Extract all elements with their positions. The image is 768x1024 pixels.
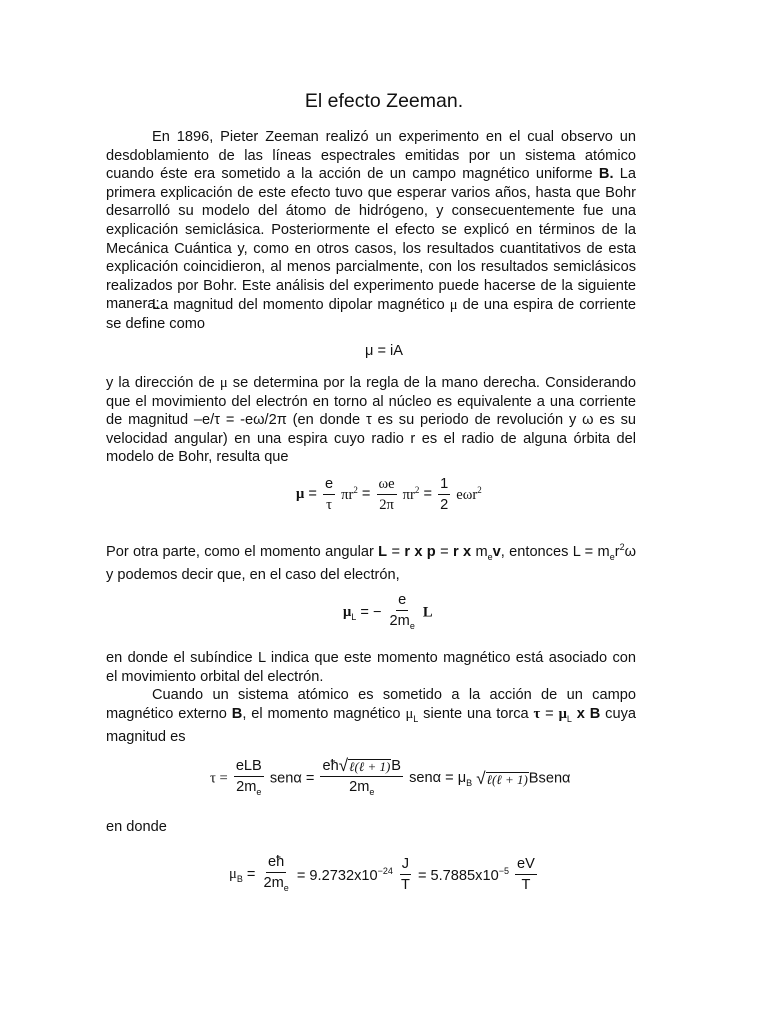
- subscript: e: [369, 787, 375, 798]
- mu-bold-symbol: μ: [296, 486, 305, 503]
- equation-mu-l: [343, 592, 433, 634]
- exponent: 2: [353, 485, 358, 496]
- denominator: [262, 873, 291, 896]
- exponent: −5: [498, 865, 509, 876]
- pi-r: πr: [402, 487, 415, 504]
- bold-v: v: [492, 543, 501, 560]
- numerator: ωe: [377, 476, 397, 495]
- bold-b-field: B.: [598, 166, 614, 183]
- tau-symbol: τ: [533, 705, 541, 722]
- subscript: L: [566, 713, 572, 724]
- equals-minus: = −: [360, 604, 382, 621]
- text-run: cuya magnitud es: [106, 705, 637, 746]
- subscript: L: [351, 611, 357, 622]
- numerator: 1: [438, 476, 450, 495]
- numerator: J: [400, 856, 411, 875]
- bold-r-x: r x: [452, 543, 472, 560]
- numerator: e: [396, 592, 408, 611]
- equals-sign: =: [423, 486, 432, 503]
- e-omega-r: eωr: [456, 487, 478, 504]
- subscript: e: [487, 551, 493, 562]
- exponent: 2: [414, 485, 420, 496]
- fraction-j-over-t: [399, 856, 412, 893]
- mu-b-symbol: [229, 866, 243, 882]
- text-run: , el momento magnético: [242, 705, 406, 722]
- bold-x-b: x B: [571, 705, 601, 722]
- radical-sign: √: [476, 769, 486, 789]
- text-run: La magnitud del momento dipolar magnético: [152, 297, 450, 313]
- bold-l: L: [378, 543, 388, 560]
- text-run: de una espira de corriente se define como: [106, 297, 636, 332]
- text-run: siente una torca: [418, 705, 534, 722]
- fraction-we-over-2pi: [377, 476, 397, 513]
- denominator: 2π: [379, 497, 394, 513]
- equation-bohr-magneton: [229, 854, 539, 896]
- mu-symbol: μ: [229, 865, 237, 882]
- fraction-ehbar-root-b: [320, 758, 403, 800]
- text-run: =: [387, 543, 405, 560]
- equation-mu-orbital: [296, 476, 482, 513]
- superscript: 2: [619, 542, 625, 552]
- pi-r-squared: [341, 487, 358, 503]
- mu-symbol: μ: [558, 705, 567, 722]
- e-omega-r-squared: [456, 487, 481, 503]
- fraction-one-half: [438, 476, 450, 513]
- denominator: 2: [440, 497, 449, 513]
- paragraph-dipole-definition: [106, 296, 636, 333]
- radical-sign: √: [338, 756, 349, 776]
- equation-torque: [210, 758, 571, 800]
- mu-l-symbol: [343, 604, 356, 620]
- text-run: r: [614, 543, 620, 560]
- equation-mu-ia: [0, 341, 768, 361]
- text-run: ω y podemos decir que, en el caso del electrón,: [106, 543, 636, 584]
- text-run: Por otra parte, como el momento angular: [106, 543, 379, 560]
- paragraph-subindex: [106, 649, 636, 686]
- subscript: L: [413, 713, 419, 724]
- bold-r-x-p: r x p: [404, 543, 436, 560]
- denominator: [388, 611, 417, 634]
- denominator: [234, 777, 263, 800]
- text-run: senα = μ: [409, 769, 467, 786]
- subscript: e: [409, 620, 415, 631]
- fraction-e-over-tau: [323, 476, 335, 513]
- paragraph-angular-momentum: [106, 538, 636, 585]
- mu-symbol: μ: [449, 297, 458, 313]
- text-run: La primera explicación de este efecto tuvo que esperar varios años, hasta que Bohr desarrolló su modelo del átomo de hidrógeno, y consecuentemente fue una explicación semiclásica. Posteriormente el efecto se explicó en términos de la Mecánica Cuántica y, como en otros casos, los resultados cuantitativos de esta explicación coincidieron, al menos parcialmente, con los resultados semiclásicos realizados por Bohr. Este análisis del experimento puede hacerse de la siguiente manera:: [106, 166, 636, 313]
- b-sen-alpha: Bsenα: [528, 770, 571, 787]
- text-run: En 1896, Pieter Zeeman realizó un experimento en el cual observo un desdoblamiento de las líneas espectrales emitidas por un sistema atómico cuando éste era sometido a la acción de un campo magnético uniforme: [106, 129, 636, 183]
- text-run: m: [471, 543, 488, 560]
- denominator: τ: [326, 497, 332, 513]
- fraction-e-over-2me: [388, 592, 417, 634]
- fraction-ev-over-t: [515, 856, 537, 893]
- mu-symbol: μ: [219, 375, 228, 391]
- radicand: ℓ(ℓ + 1): [349, 759, 391, 775]
- denominator: T: [521, 877, 531, 894]
- den-text: 2m: [236, 779, 257, 796]
- den-text: 2m: [263, 875, 284, 891]
- sen-alpha-mu-b: [409, 770, 472, 786]
- mu-symbol: μ: [405, 705, 414, 722]
- pi-r-squared: [403, 487, 420, 503]
- value-joules: [296, 865, 393, 884]
- square-root: [339, 758, 392, 774]
- value-ev: [417, 865, 509, 884]
- text-run: =: [540, 705, 559, 722]
- e-hbar: eħ: [322, 758, 339, 774]
- text-run: se determina por la regla de la mano derecha. Considerando que el movimiento del electrón en torno al núcleo es equivalente a una corriente de magnitud –e/τ = -eω/2π (en donde τ es su periodo de revolución y ω es su velocidad angular) en una espira cuyo radio r es el radio de alguna órbita del modelo de Bohr, resulta que: [106, 375, 636, 466]
- subscript: B: [466, 777, 473, 788]
- denominator: T: [400, 877, 410, 894]
- equals-sign: =: [246, 866, 256, 883]
- exponent: 2: [477, 485, 482, 496]
- paragraph-en-donde: [106, 818, 636, 837]
- equation-text: μ = iA: [364, 343, 404, 359]
- paragraph-direction: [106, 374, 636, 467]
- square-root: [476, 771, 529, 787]
- numerator: eħ: [266, 854, 286, 873]
- bold-l: L: [422, 604, 433, 621]
- subscript: e: [609, 551, 615, 562]
- tau-equals: τ =: [210, 770, 228, 787]
- denominator: [347, 777, 376, 800]
- numerator: e: [323, 476, 335, 495]
- den-text: 2m: [389, 613, 410, 629]
- text-run: Cuando un sistema atómico es sometido a la acción de un campo magnético externo: [106, 687, 636, 722]
- text-run: en donde: [106, 819, 167, 835]
- text-run: en donde el subíndice L indica que este momento magnético está asociado con el movimiento orbital del electrón.: [106, 650, 636, 685]
- sen-alpha: senα =: [269, 770, 315, 787]
- subscript: B: [236, 873, 243, 884]
- subscript: e: [256, 786, 262, 797]
- text-run: = 5.7885x10: [417, 867, 499, 884]
- fraction-ehbar-over-2me: [262, 854, 291, 896]
- bold-b: B: [231, 705, 243, 722]
- document-title: El efecto Zeeman.: [304, 90, 464, 112]
- fraction-elb-over-2me: [234, 758, 264, 800]
- text-run: y la dirección de: [106, 375, 220, 391]
- den-text: 2m: [349, 779, 370, 796]
- paragraph-intro: [106, 128, 636, 314]
- text-run: =: [435, 543, 453, 560]
- text-run: = 9.2732x10: [296, 867, 378, 884]
- radicand: ℓ(ℓ + 1): [486, 772, 528, 788]
- equals-sign: =: [308, 486, 317, 503]
- subscript: e: [283, 882, 289, 893]
- text-run: , entonces L = m: [500, 543, 610, 560]
- numerator: eV: [515, 856, 537, 875]
- numerator: eLB: [234, 758, 264, 777]
- b-letter: B: [391, 758, 402, 774]
- numerator: [320, 758, 403, 777]
- equals-sign: =: [361, 486, 371, 503]
- pi-r: πr: [341, 487, 354, 504]
- mu-bold-symbol: μ: [343, 603, 352, 620]
- exponent: −24: [377, 865, 393, 876]
- paragraph-torque: [106, 686, 636, 747]
